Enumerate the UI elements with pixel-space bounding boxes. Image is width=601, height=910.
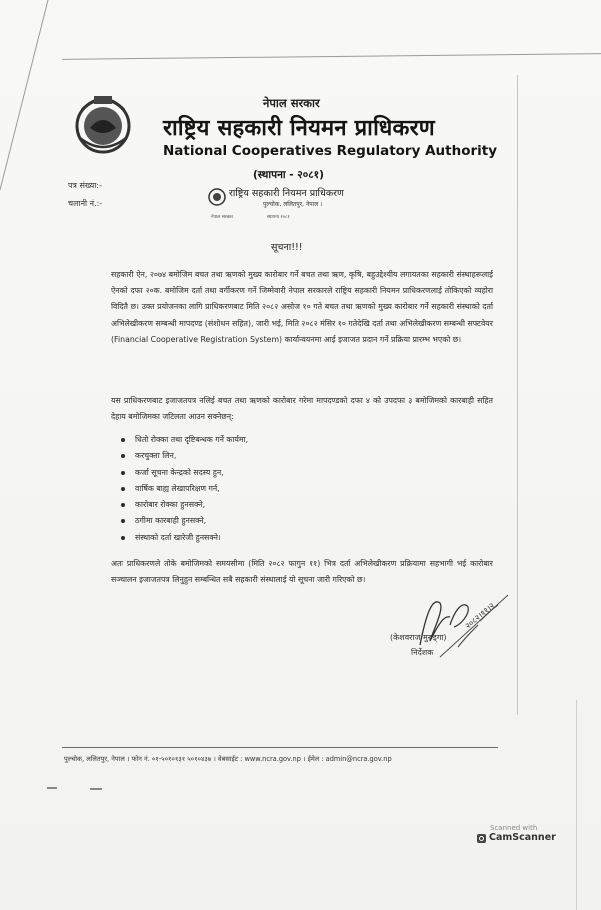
- office-stamp: [205, 184, 355, 228]
- footer-contact: पुल्चोक, ललितपुर, नेपाल । फोन नं. ०१-५०१०१३१ ५०१०४३७ । वेबसाईट : www.ncra.gov.np । ईमेल : admin@ncra.gov.np: [64, 755, 392, 763]
- fold-line: [62, 53, 601, 60]
- list-item: कर्जा सूचना केन्द्रको सदस्य हुन,: [121, 465, 421, 481]
- consequence-list: [121, 432, 421, 546]
- bullet-icon: [121, 471, 125, 475]
- scanned-with-label: Scanned with: [490, 824, 538, 832]
- stamp-address: पुल्चोक, ललितपुर, नेपाल ।: [263, 201, 323, 208]
- notice-paragraph-1: सहकारी ऐन, २०७४ बमोजिम बचत तथा ऋणको मुख्य कारोबार गर्ने बचत तथा ऋण, कृषि, बहुउद्देश्यीय लगायतका सहकारी संस्थाहरूलाई ऐनको दफा २०क. बमोजिम दर्ता तथा वर्गीकरण गर्ने जिम्मेवारी नेपाल सरकारले राष्ट्रिय सहकारी नियमन प्राधिकरणलाई तोकिएको व्यहोरा विदितै छ। उक्त प्रयोजनका लागि प्राधिकरणबाट मिति २०८२ असोज १० गते बचत तथा ऋणको मुख्य कारोबार गर्ने सहकारी संस्थाको दर्ता अभिलेखीकरण सम्बन्धी मापदण्ड (संशोधन सहित), जारी भई, मिति २०८२ मंसिर १० गतेदेखि दर्ता तथा अभिलेखीकरण सम्बन्धी सफ्टवेयर (Financial Cooperative Registration System) कार्यान्वयनमा आई इजाजत प्रदान गर्ने प्रक्रिया प्रारम्भ भएको छ।: [111, 270, 493, 344]
- bullet-icon: [121, 536, 125, 540]
- signature-date: २०८२।११।२: [463, 601, 497, 631]
- stamp-established: स्थापना २०८१: [267, 215, 290, 220]
- bullet-icon: [121, 438, 125, 442]
- page-corner-edge: [0, 0, 60, 190]
- camscanner-label: CamScanner: [489, 832, 556, 843]
- national-emblem-icon: [70, 90, 136, 156]
- bullet-icon: [121, 487, 125, 491]
- established-label: (स्थापना - २०८१): [253, 169, 324, 181]
- signatory-name: (केशवराज मुरुड्गा): [390, 633, 447, 642]
- handwritten-signature: [380, 585, 520, 665]
- notice-heading: सूचना!!!: [271, 242, 303, 253]
- camscanner-icon: [477, 834, 486, 843]
- list-item: कारोबार रोक्का हुनसक्ने,: [121, 497, 421, 513]
- list-item: वार्षिक बाह्य लेखापरिक्षण गर्न,: [121, 481, 421, 497]
- margin-line-lower: [576, 700, 577, 910]
- notice-paragraph-3: अतः प्राधिकरणले तोके बमोजिमको समयसीमा (मिति २०८२ फागुन ११) भित्र दर्ता अभिलेखीकरण प्रक्रियामा सहभागी भई कारोबार सञ्चालन इजाजतपत्र लिनुहुन सम्बन्धित सबै सहकारी संस्थालाई यो सूचना जारी गरिएको छ।: [111, 559, 493, 585]
- government-label: नेपाल सरकार: [263, 96, 320, 110]
- bullet-icon: [121, 503, 125, 507]
- stamp-government: नेपाल सरकार: [211, 215, 234, 220]
- authority-title-english: National Cooperatives Regulatory Authority: [163, 143, 498, 159]
- scan-mark: [90, 788, 102, 790]
- notice-paragraph-2: यस प्राधिकरणबाट इजाजतपत्र नलिई बचत तथा ऋणको कारोबार गरेमा मापदण्डको दफा ४ को उपदफा ३ बमोजिमको कारबाही सहित देहाय बमोजिमका जटिलता आउन सक्नेछन्:: [111, 396, 493, 422]
- stamp-emblem-icon: [207, 186, 227, 206]
- authority-title-nepali: राष्ट्रिय सहकारी नियमन प्राधिकरण: [163, 116, 435, 141]
- list-item: संस्थाको दर्ता खारेजी हुनसक्ने।: [121, 530, 421, 546]
- stamp-title: राष्ट्रिय सहकारी नियमन प्राधिकरण: [229, 188, 344, 199]
- footer-divider: [62, 747, 498, 748]
- scan-mark: [47, 787, 57, 789]
- list-item: ठगीमा कारबाही हुनसक्ने,: [121, 513, 421, 529]
- dispatch-number-label: चलानी नं.:-: [68, 199, 103, 208]
- bullet-icon: [121, 519, 125, 523]
- letter-number-label: पत्र संख्या:-: [68, 181, 102, 190]
- list-item: करचुक्ता लिन,: [121, 448, 421, 464]
- list-item: धितो रोक्का तथा दृष्टिबन्धक गर्ने कार्यमा,: [121, 432, 421, 448]
- signatory-designation: निर्देशक: [411, 648, 434, 657]
- bullet-icon: [121, 454, 125, 458]
